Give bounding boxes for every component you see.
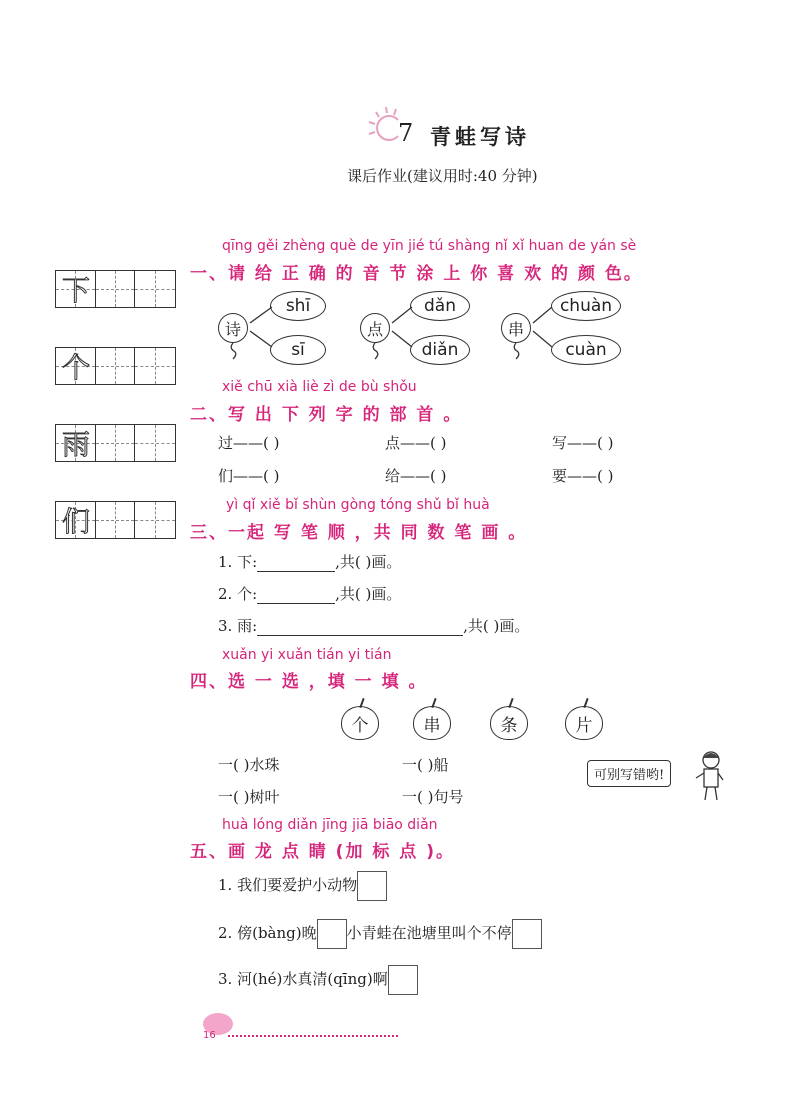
writing-grid[interactable]	[55, 347, 176, 385]
grid-char: 们	[61, 505, 90, 538]
page-number: 16	[203, 1030, 216, 1041]
pinyin-option[interactable]: chuàn	[551, 291, 621, 321]
speech-bubble: 可别写错哟!	[587, 760, 671, 787]
q1-heading: 一、请 给 正 确 的 音 节 涂 上 你 喜 欢 的 颜 色。	[190, 264, 643, 284]
item-text: 傍(bàng)晚	[237, 924, 317, 942]
item-text: 小青蛙在池塘里叫个不停	[346, 924, 512, 942]
measure-blank[interactable]: 一( )水珠	[218, 756, 280, 774]
measure-word-apple[interactable]: 串	[413, 706, 451, 740]
punctuation-box[interactable]	[357, 871, 387, 901]
q5-heading: 五、画 龙 点 睛 (加 标 点 )。	[190, 842, 455, 862]
item-number: 1.	[218, 553, 233, 571]
stroke-blank[interactable]	[257, 603, 335, 604]
radical-blank[interactable]: 要——( )	[552, 467, 614, 485]
item-number: 3.	[218, 617, 233, 635]
stroke-blank[interactable]	[257, 635, 463, 636]
item-tail: ,共( )画。	[463, 617, 530, 635]
q2-heading: 二、写 出 下 列 字 的 部 首 。	[190, 405, 463, 425]
writing-grid[interactable]	[55, 270, 176, 308]
punctuation-item	[218, 871, 387, 901]
radical-blank[interactable]: 给——( )	[385, 467, 447, 485]
item-char: 雨:	[237, 617, 258, 635]
q3-pinyin: yì qǐ xiě bǐ shùn gòng tóng shǔ bǐ huà	[226, 497, 490, 513]
punctuation-box[interactable]	[512, 919, 542, 949]
balloon-char: 诗	[218, 313, 248, 343]
grid-char: 个	[61, 351, 90, 384]
writing-grid[interactable]	[55, 501, 176, 539]
radical-blank[interactable]: 过——( )	[218, 434, 280, 452]
pinyin-option[interactable]: shī	[270, 291, 326, 321]
punctuation-item	[218, 965, 418, 995]
grid-char: 雨	[61, 428, 90, 461]
item-tail: ,共( )画。	[335, 585, 402, 603]
lesson-title: 青蛙写诗	[430, 124, 530, 149]
item-char: 下:	[237, 553, 258, 571]
lesson-number: 7	[398, 119, 414, 147]
grid-char: 下	[61, 274, 90, 307]
pinyin-option[interactable]: dǎn	[410, 291, 470, 321]
measure-blank[interactable]: 一( )句号	[402, 788, 464, 806]
stroke-item	[218, 551, 401, 572]
measure-blank[interactable]: 一( )船	[402, 756, 449, 774]
measure-word-apple[interactable]: 条	[490, 706, 528, 740]
stroke-item	[218, 615, 529, 636]
q4-pinyin: xuǎn yi xuǎn tián yi tián	[222, 647, 392, 663]
pinyin-option[interactable]: diǎn	[410, 335, 470, 365]
stroke-blank[interactable]	[257, 571, 335, 572]
q2-pinyin: xiě chū xià liè zì de bù shǒu	[222, 379, 417, 395]
measure-blank[interactable]: 一( )树叶	[218, 788, 280, 806]
q5-pinyin: huà lóng diǎn jīng jiā biāo diǎn	[222, 817, 438, 833]
item-number: 2.	[218, 924, 233, 942]
measure-word-apple[interactable]: 片	[565, 706, 603, 740]
radical-blank[interactable]: 们——( )	[218, 467, 280, 485]
student-figure-icon	[690, 748, 730, 804]
item-number: 2.	[218, 585, 233, 603]
item-text: 河(hé)水真清(qīng)啊	[237, 970, 388, 988]
q1-pinyin: qīng gěi zhèng què de yīn jié tú shàng nǐ xǐ huan de yán sè	[222, 238, 637, 254]
balloon-char: 点	[360, 313, 390, 343]
measure-word-apple[interactable]: 个	[341, 706, 379, 740]
item-tail: ,共( )画。	[335, 553, 402, 571]
footer-divider	[228, 1035, 398, 1037]
lesson-subtitle: 课后作业(建议用时:40 分钟)	[347, 167, 538, 185]
writing-grid[interactable]	[55, 424, 176, 462]
radical-blank[interactable]: 写——( )	[552, 434, 614, 452]
q3-heading: 三、一起 写 笔 顺 ，共 同 数 笔 画 。	[190, 523, 528, 543]
item-number: 3.	[218, 970, 233, 988]
item-text: 我们要爱护小动物	[237, 876, 358, 894]
punctuation-item	[218, 919, 542, 949]
balloon-char: 串	[501, 313, 531, 343]
q4-heading: 四、选 一 选 ，填 一 填 。	[190, 672, 428, 692]
radical-blank[interactable]: 点——( )	[385, 434, 447, 452]
stroke-item	[218, 583, 401, 604]
item-char: 个:	[237, 585, 258, 603]
pinyin-option[interactable]: sī	[270, 335, 326, 365]
pinyin-option[interactable]: cuàn	[551, 335, 621, 365]
punctuation-box[interactable]	[317, 919, 347, 949]
item-number: 1.	[218, 876, 233, 894]
punctuation-box[interactable]	[388, 965, 418, 995]
